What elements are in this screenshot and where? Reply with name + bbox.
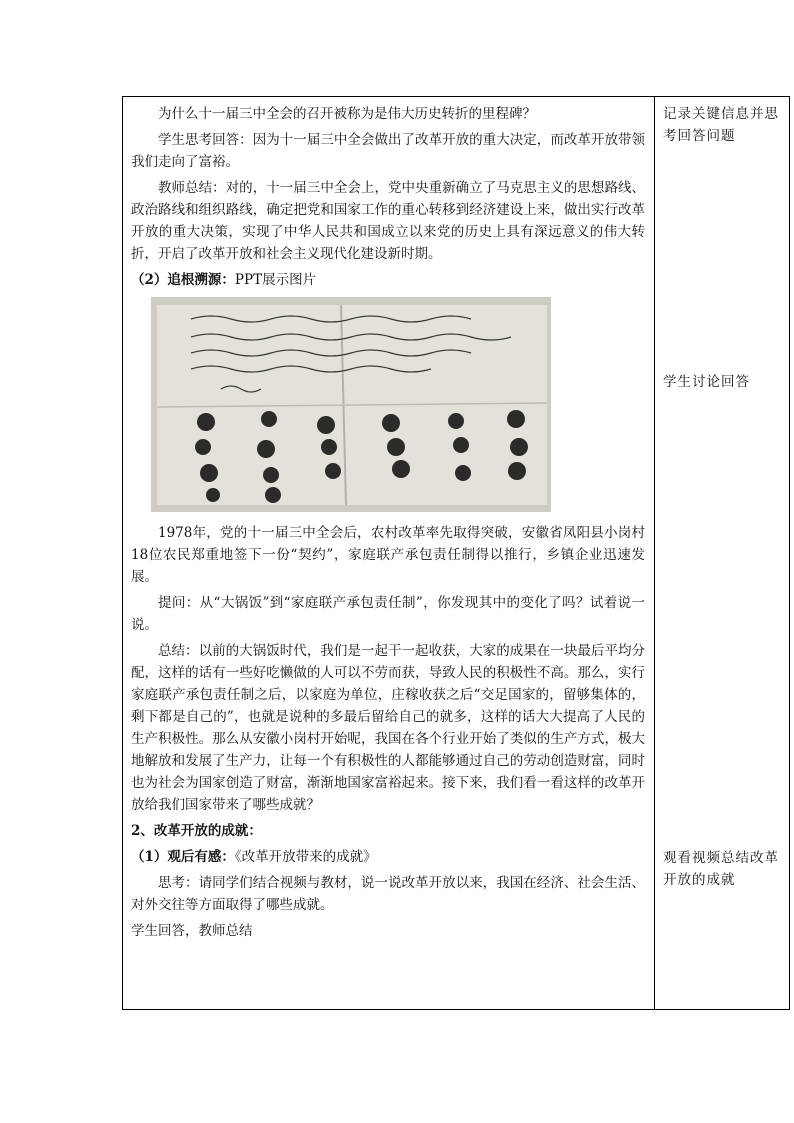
closing-line: 学生回答，教师总结	[131, 923, 253, 939]
teacher-summary-paragraph: 教师总结：对的，十一届三中全会上，党中央重新确立了马克思主义的思想路线、政治路线和组织路线，确定把党和国家工作的重心转移到经济建设上来，做出实行改革开放的重大决策，实现了中华人民共和国成立以来党的历史上具有深远意义的伟大转折，开启了改革开放和社会主义现代化建设新时期。	[131, 180, 645, 262]
section-heading-video	[131, 846, 645, 868]
xiaogang-contract-photo	[151, 297, 551, 512]
heading-text: PPT展示图片	[234, 272, 317, 288]
xiaogang-paragraph: 1978年，党的十一届三中全会后，农村改革率先取得突破，安徽省凤阳县小岗村18位农民郑重地签下一份“契约”，家庭联产承包责任制得以推行，乡镇企业迅速发展。	[131, 525, 645, 585]
heading-text: 《改革开放带来的成就》	[234, 849, 377, 865]
lesson-table	[122, 96, 790, 1010]
column-divider	[654, 97, 655, 1009]
side-note-3: 观看视频总结改革开放的成就	[663, 850, 779, 888]
thinking-paragraph: 思考：请同学们结合视频与教材，说一说改革开放以来，我国在经济、社会生活、对外交往等方面取得了哪些成就。	[131, 875, 645, 913]
student-answer-paragraph: 学生思考回答：因为十一届三中全会做出了改革开放的重大决定，而改革开放带领我们走向了富裕。	[131, 132, 645, 170]
teaching-content	[131, 103, 645, 946]
question2-paragraph: 提问：从“大锅饭”到“家庭联产承包责任制”，你发现其中的变化了吗？试着说一说。	[131, 595, 645, 633]
heading-label: （1）观后有感：	[131, 849, 235, 865]
question-paragraph: 为什么十一届三中全会的召开被称为是伟大历史转折的里程碑？	[158, 106, 536, 122]
summary-paragraph: 总结：以前的大锅饭时代，我们是一起干一起收获，大家的成果在一块最后平均分配，这样的话有一些好吃懒做的人可以不劳而获，导致人民的积极性不高。那么，实行家庭联产承包责任制之后，以家庭为单位，庄稼收获之后“交足国家的，留够集体的，剩下都是自己的”，也就是说种的多最后留给自己的就多，这样的话大大提高了人民的生产积极性。那么从安徽小岗村开始呢，我国在各个行业开始了类似的生产方式，极大地解放和发展了生产力，让每一个有积极性的人都能够通过自己的劳动创造财富，同时也为社会为国家创造了财富，渐渐地国家富裕起来。接下来，我们看一看这样的改革开放给我们国家带来了哪些成就？	[131, 643, 645, 813]
side-note-2: 学生讨论回答	[663, 374, 750, 390]
side-note-1: 记录关键信息并思考回答问题	[663, 106, 779, 144]
heading-label: （2）追根溯源：	[131, 272, 235, 288]
section-heading-trace	[131, 269, 645, 291]
section-heading-achievements: 2、改革开放的成就：	[131, 823, 262, 839]
